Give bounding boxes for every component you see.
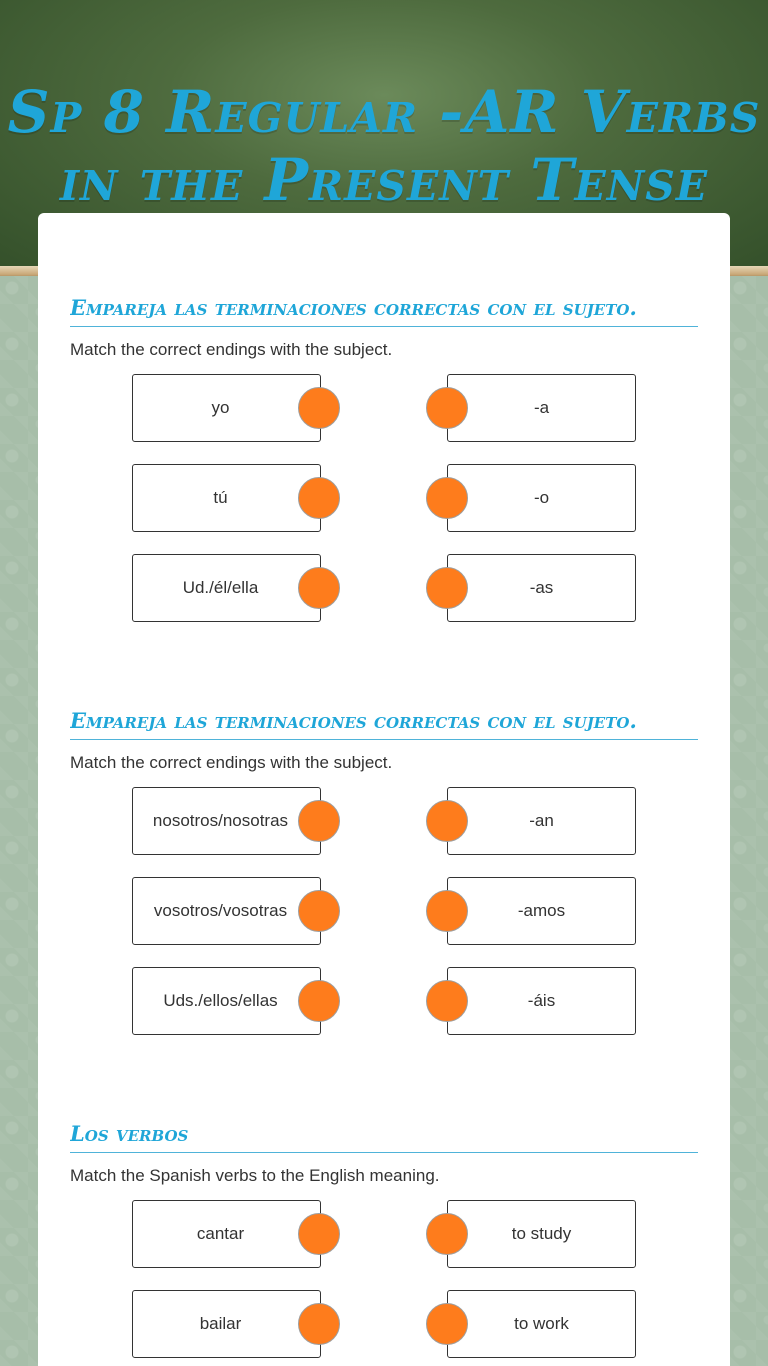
match-item-right[interactable]: to study [447, 1200, 636, 1268]
match-item-left[interactable]: Ud./él/ella [132, 554, 321, 622]
connector-dot-right[interactable] [426, 890, 468, 932]
connector-dot-left[interactable] [298, 980, 340, 1022]
connector-dot-right[interactable] [426, 980, 468, 1022]
match-item-left[interactable]: yo [132, 374, 321, 442]
match-item-right[interactable]: -o [447, 464, 636, 532]
section-heading: Los verbos [70, 1119, 698, 1153]
connector-dot-right[interactable] [426, 567, 468, 609]
match-item-left[interactable]: vosotros/vosotras [132, 877, 321, 945]
match-item-right[interactable]: -áis [447, 967, 636, 1035]
match-item-left[interactable]: cantar [132, 1200, 321, 1268]
matching-section-3 [70, 1119, 698, 1366]
matching-area [70, 787, 698, 1087]
connector-dot-right[interactable] [426, 1303, 468, 1345]
connector-dot-left[interactable] [298, 1303, 340, 1345]
match-item-right[interactable]: -an [447, 787, 636, 855]
match-item-left[interactable]: nosotros/nosotras [132, 787, 321, 855]
connector-dot-left[interactable] [298, 477, 340, 519]
matching-section-2 [70, 706, 698, 1087]
section-instruction: Match the correct endings with the subject. [70, 340, 393, 359]
section-instruction: Match the Spanish verbs to the English meaning. [70, 1166, 440, 1185]
connector-dot-right[interactable] [426, 387, 468, 429]
connector-dot-right[interactable] [426, 477, 468, 519]
matching-area [70, 1200, 698, 1366]
connector-dot-left[interactable] [298, 387, 340, 429]
match-item-left[interactable]: bailar [132, 1290, 321, 1358]
match-item-left[interactable]: Uds./ellos/ellas [132, 967, 321, 1035]
matching-area [70, 374, 698, 674]
section-heading: Empareja las terminaciones correctas con el sujeto. [70, 293, 698, 327]
match-item-left[interactable]: tú [132, 464, 321, 532]
section-heading: Empareja las terminaciones correctas con el sujeto. [70, 706, 698, 740]
connector-dot-right[interactable] [426, 800, 468, 842]
match-item-right[interactable]: -as [447, 554, 636, 622]
connector-dot-left[interactable] [298, 567, 340, 609]
connector-dot-left[interactable] [298, 1213, 340, 1255]
connector-dot-right[interactable] [426, 1213, 468, 1255]
match-item-right[interactable]: -amos [447, 877, 636, 945]
match-item-right[interactable]: to work [447, 1290, 636, 1358]
worksheet-card [38, 213, 730, 1366]
matching-section-1 [70, 293, 698, 674]
page-title: Sp 8 Regular -AR Verbs in the Present Tense [7, 78, 761, 214]
section-instruction: Match the correct endings with the subject. [70, 753, 393, 772]
connector-dot-left[interactable] [298, 800, 340, 842]
connector-dot-left[interactable] [298, 890, 340, 932]
match-item-right[interactable]: -a [447, 374, 636, 442]
